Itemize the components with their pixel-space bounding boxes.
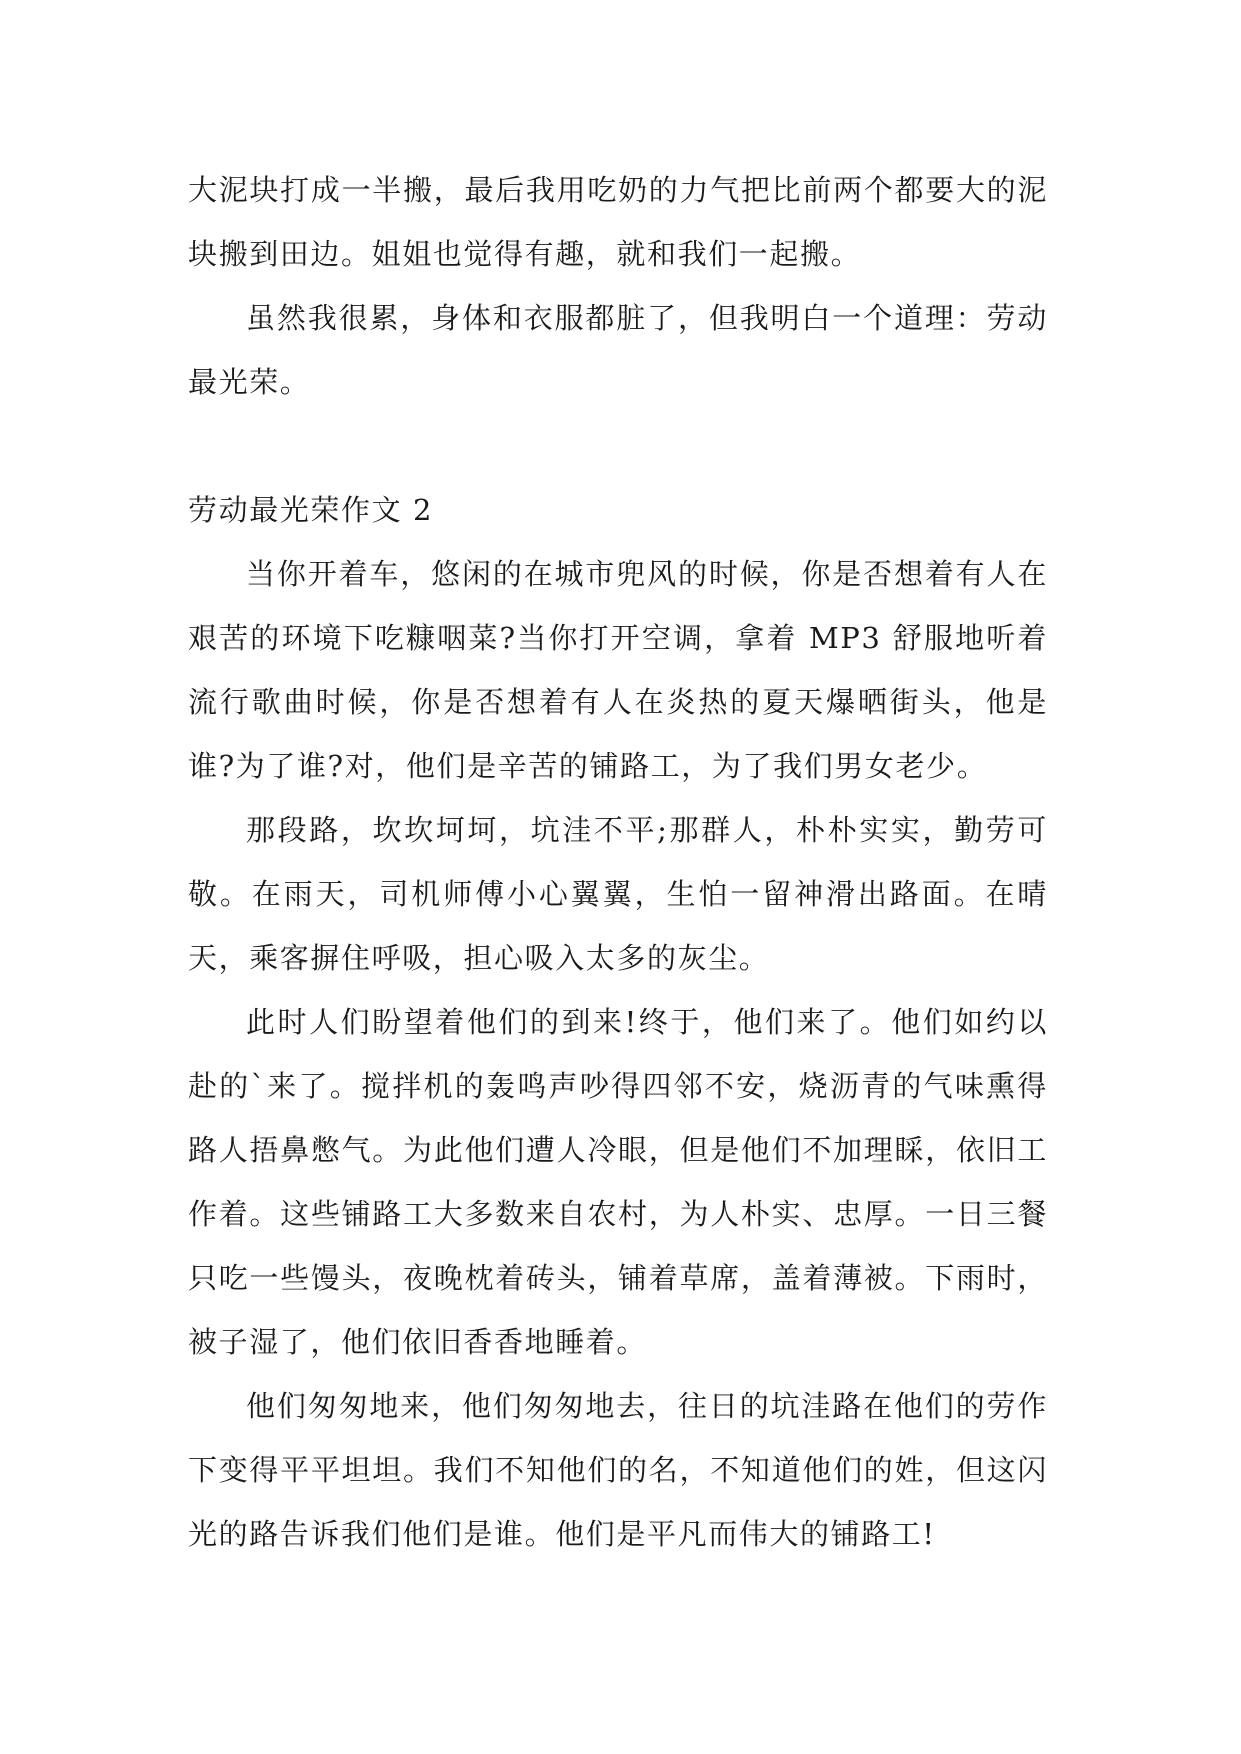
essay-paragraph: 此时人们盼望着他们的到来!终于，他们来了。他们如约以赴的`来了。搅拌机的轰鸣声吵得四邻不安，烧沥青的气味熏得路人捂鼻憋气。为此他们遭人冷眼，但是他们不加理睬，依旧工作着。这些铺路工大多数来自农村，为人朴实、忠厚。一日三餐只吃一些馒头，夜晚枕着砖头，铺着草席，盖着薄被。下雨时，被子湿了，他们依旧香香地睡着。 bbox=[188, 1005, 1048, 1359]
essay-paragraph: 那段路，坎坎坷坷，坑洼不平;那群人，朴朴实实，勤劳可敬。在雨天，司机师傅小心翼翼，生怕一留神滑出路面。在晴天，乘客摒住呼吸，担心吸入太多的灰尘。 bbox=[188, 813, 1048, 975]
essay-paragraph: 当你开着车，悠闲的在城市兜风的时候，你是否想着有人在艰苦的环境下吃糠咽菜?当你打开空调，拿着 MP3 舒服地听着流行歌曲时候，你是否想着有人在炎热的夏天爆晒街头，他是谁?为了谁?对，他们是辛苦的铺路工，为了我们男女老少。 bbox=[188, 557, 1048, 783]
essay-body bbox=[188, 158, 1048, 1566]
continuation-paragraph: 大泥块打成一半搬，最后我用吃奶的力气把比前两个都要大的泥块搬到田边。姐姐也觉得有趣，就和我们一起搬。 bbox=[188, 173, 1048, 271]
conclusion-paragraph: 虽然我很累，身体和衣服都脏了，但我明白一个道理：劳动最光荣。 bbox=[188, 301, 1048, 399]
essay-title: 劳动最光荣作文 2 bbox=[188, 493, 434, 527]
essay-paragraph: 他们匆匆地来，他们匆匆地去，往日的坑洼路在他们的劳作下变得平平坦坦。我们不知他们的名，不知道他们的姓，但这闪光的路告诉我们他们是谁。他们是平凡而伟大的铺路工! bbox=[188, 1389, 1048, 1551]
